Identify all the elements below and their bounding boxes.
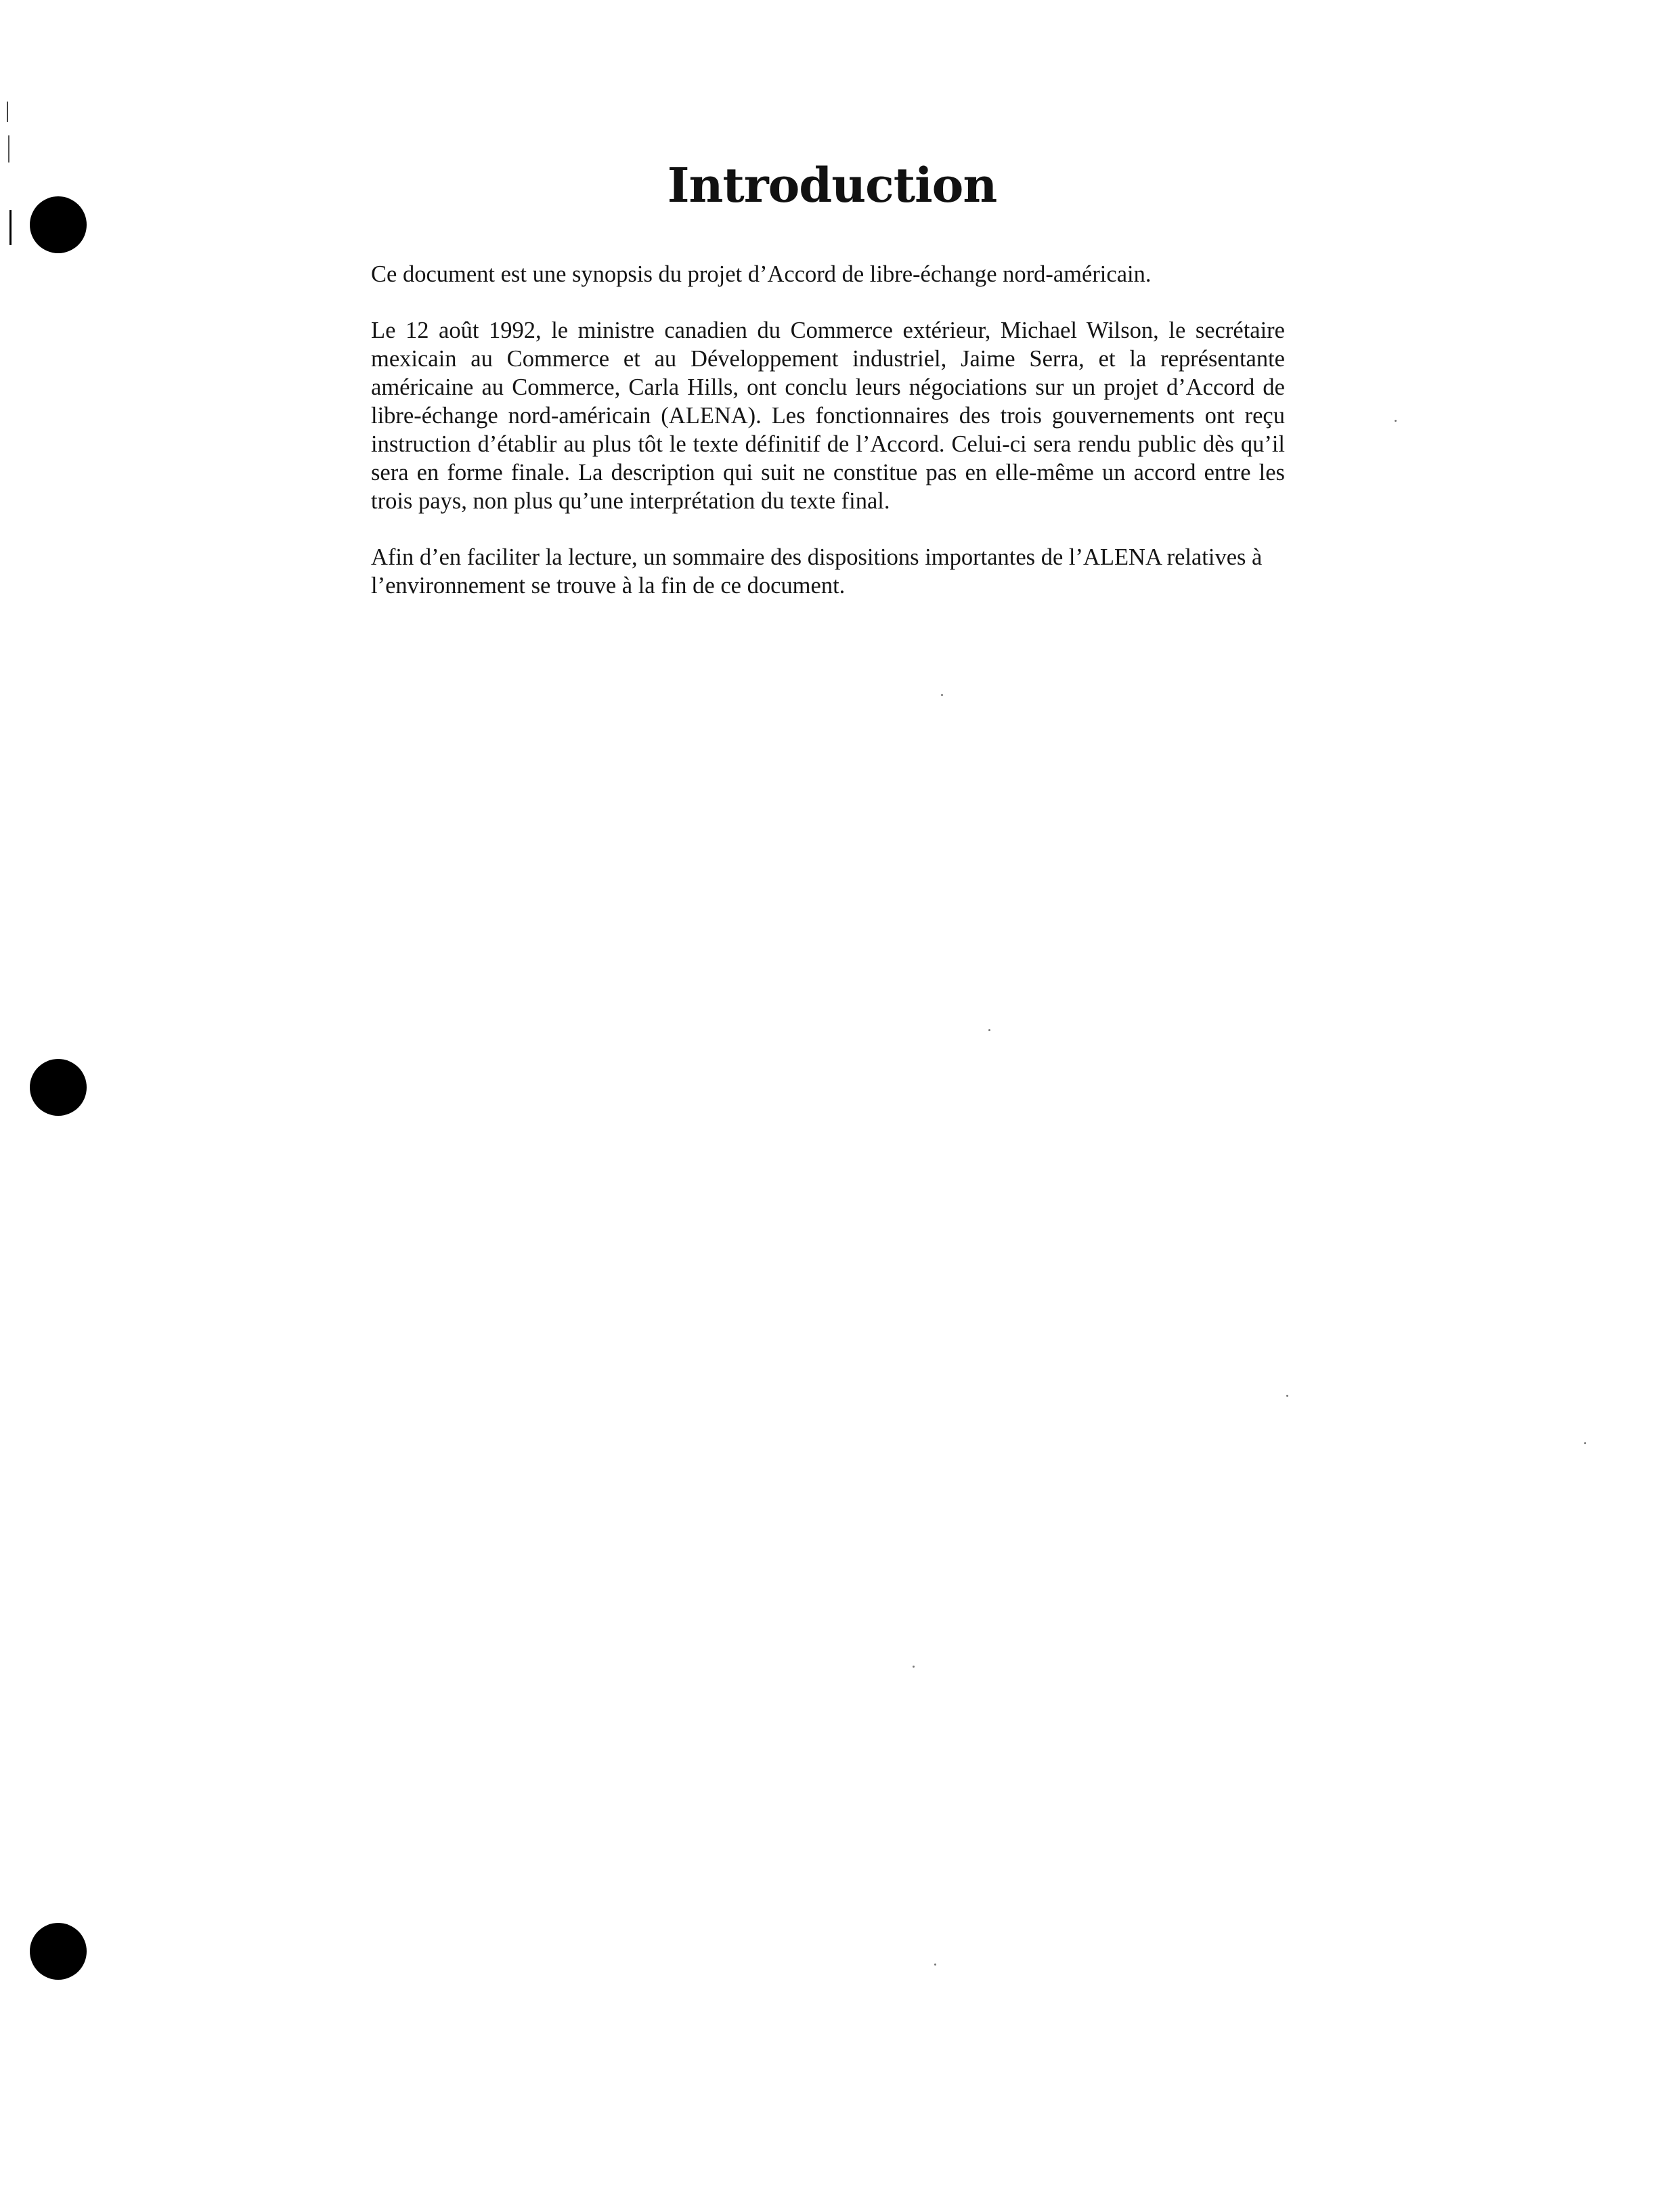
punch-hole [30,1923,87,1980]
scan-speck [1584,1442,1586,1444]
paragraph-intro: Ce document est une synopsis du projet d’Accord de libre-échange nord-américain. [371,261,1152,287]
scan-speck [1395,420,1397,422]
document-body [371,260,1285,628]
scan-speck [934,1964,936,1966]
scan-edge-mark [7,102,8,122]
page-title: Introduction [667,157,997,213]
paragraph-environment-summary: Afin d’en faciliter la lecture, un sommaire des dispositions importantes de l’ALENA relatives à l’environnement se trouve à la fin de ce document. [371,544,1263,599]
scan-speck [988,1029,990,1031]
paragraph-negotiations: Le 12 août 1992, le ministre canadien du Commerce extérieur, Michael Wilson, le secrétaire mexicain au Commerce et au Développement industriel, Jaime Serra, et la représentante américaine au Commerce, Carla Hills, ont conclu leurs négociations sur un projet d’Accord de libre-échange nord-américain (ALENA). Les fonctionnaires des trois gouvernements ont reçu instruction d’établir au plus tôt le texte définitif de l’Accord. Celui-ci sera rendu public dès qu’il sera en forme finale. La description qui suit ne constitue pas en elle-même un accord entre les trois pays, non plus qu’une interprétation du texte final. [371,318,1285,514]
scan-speck [913,1666,915,1668]
punch-hole [30,1059,87,1116]
scan-edge-mark [9,210,12,245]
scan-speck [1286,1395,1288,1397]
scan-speck [941,694,943,696]
